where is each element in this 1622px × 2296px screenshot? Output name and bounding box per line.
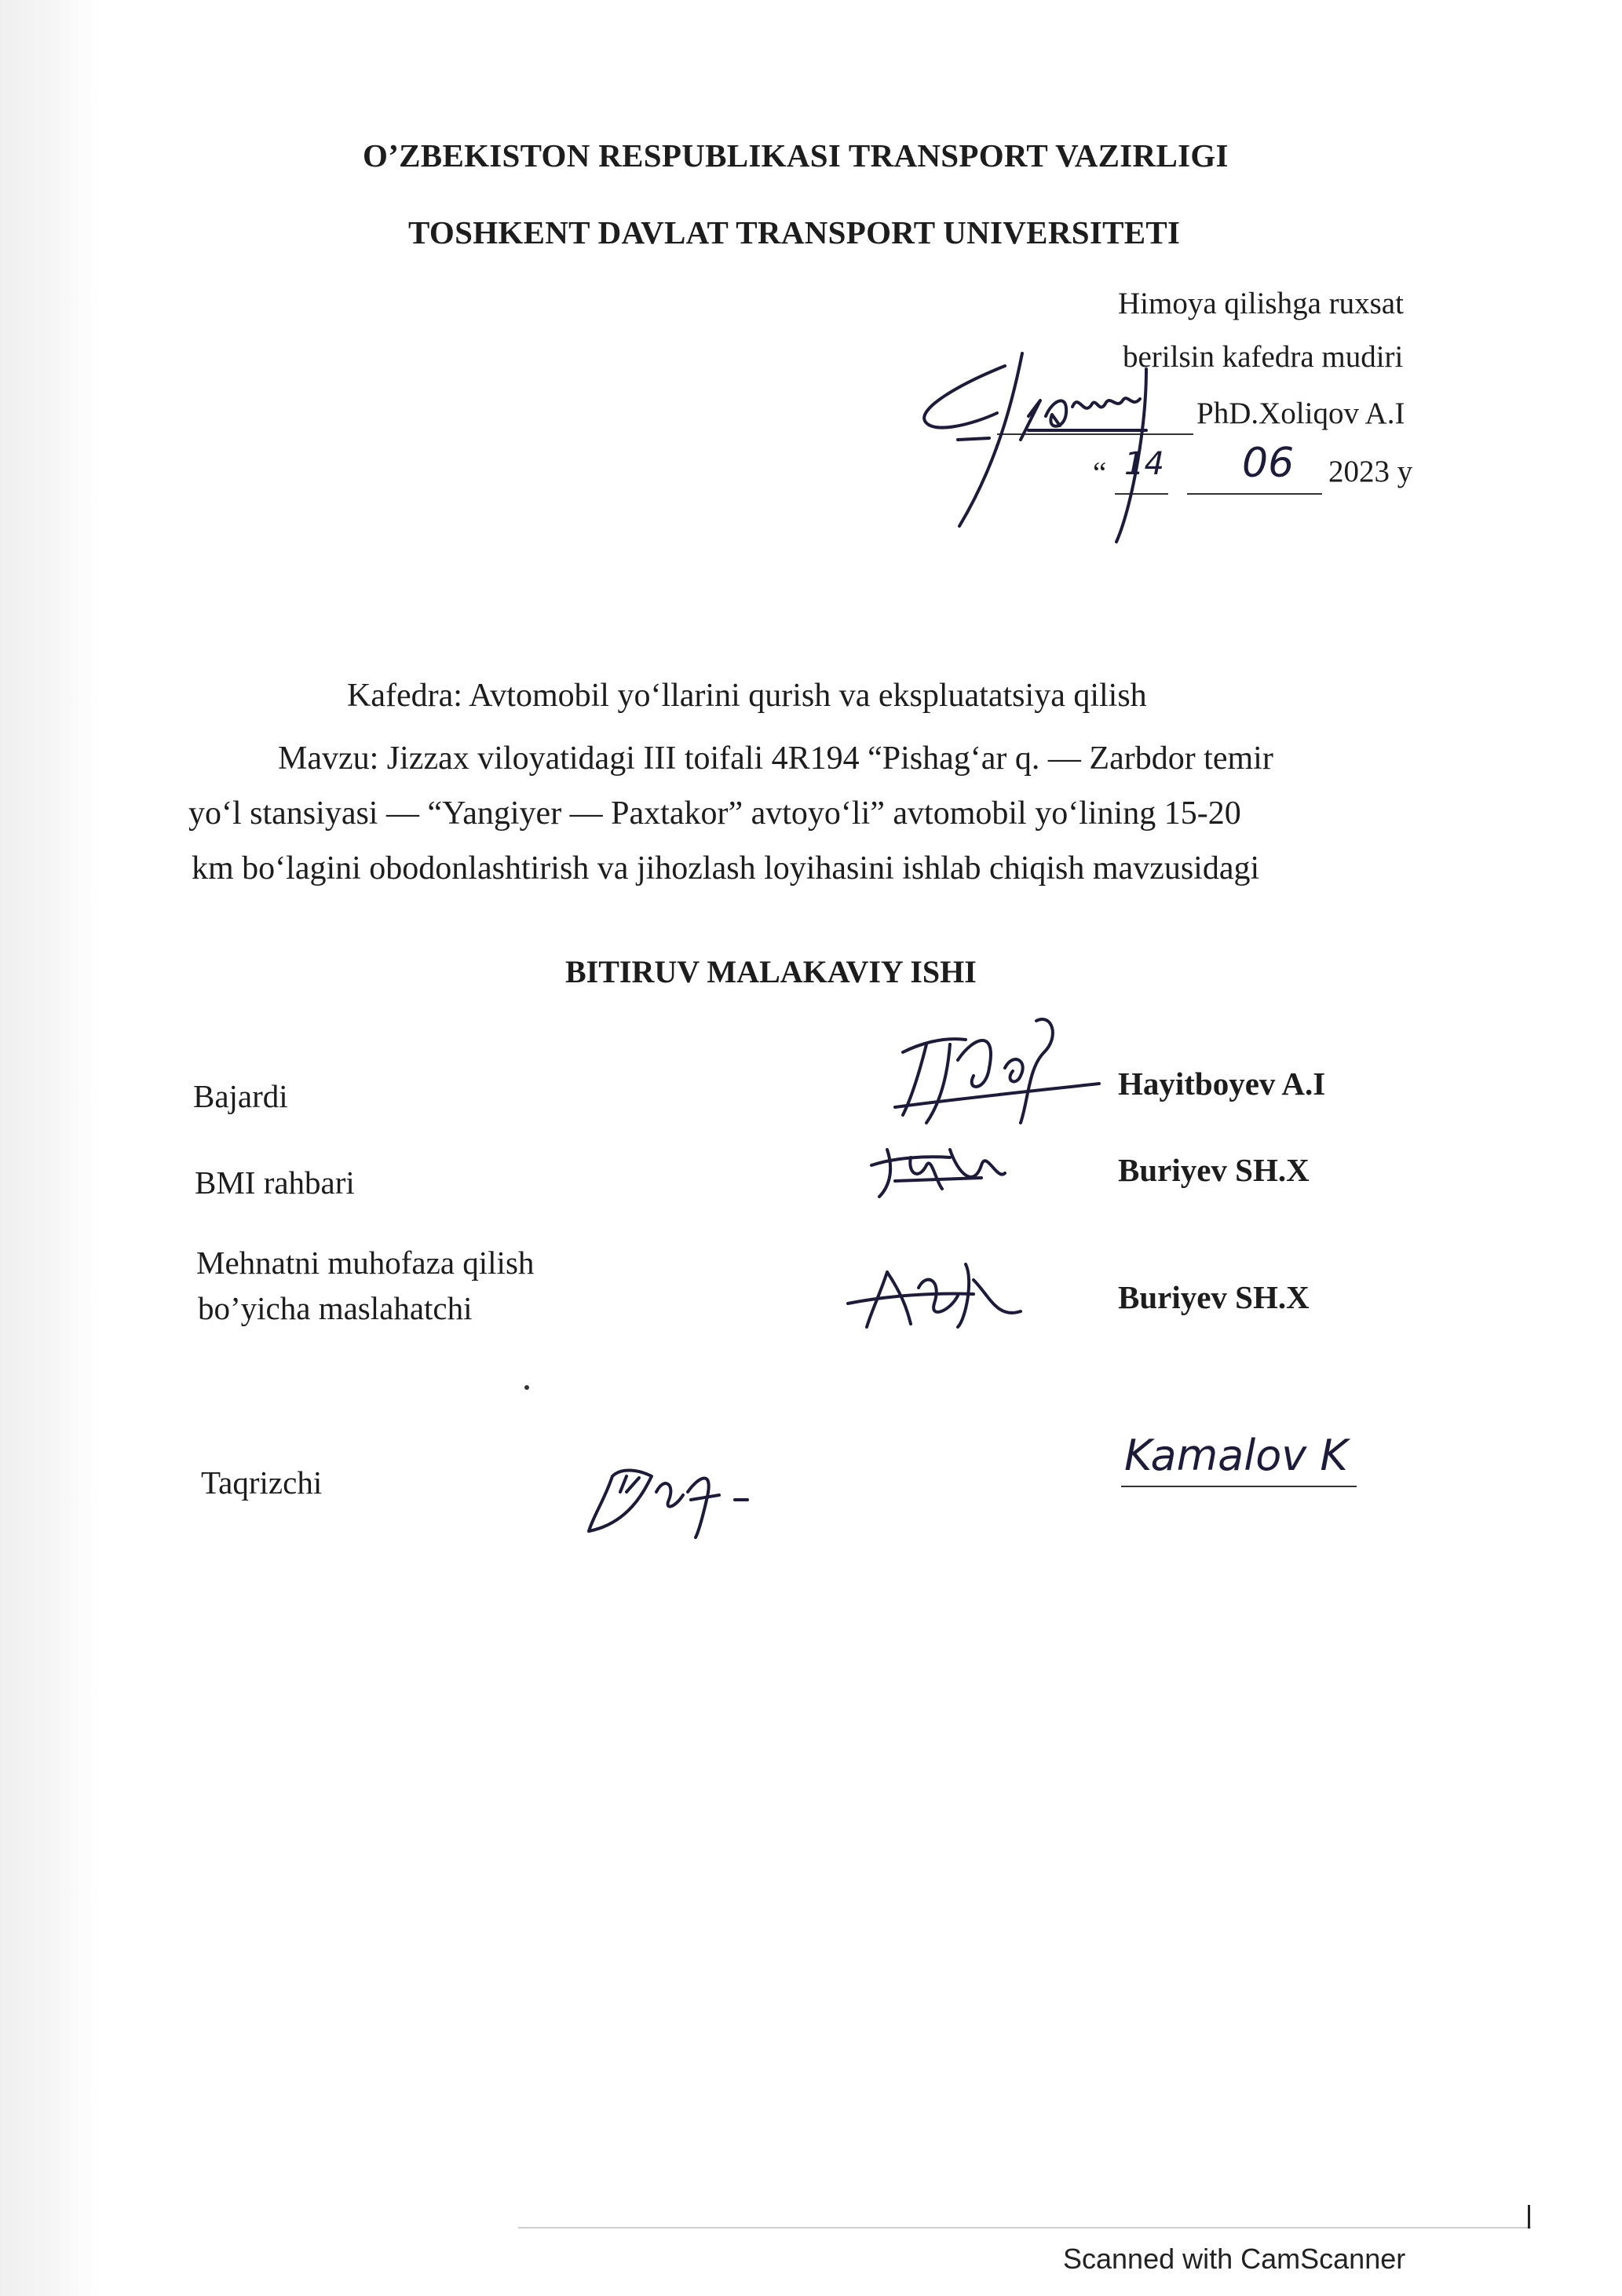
- department-line: Kafedra: Avtomobil yo‘llarini qurish va ekspluatatsiya qilish: [347, 678, 1147, 714]
- ministry-heading: O’ZBEKISTON RESPUBLIKASI TRANSPORT VAZIRLIGI: [363, 137, 1229, 174]
- reviewer-name-line: [1121, 1486, 1357, 1487]
- date-quote-open: “: [1093, 456, 1107, 490]
- role-safety-consultant-line-2: bo’yicha maslahatchi: [198, 1290, 473, 1326]
- university-heading: TOSHKENT DAVLAT TRANSPORT UNIVERSITETI: [408, 214, 1181, 250]
- supervisor-signature: [864, 1134, 1021, 1205]
- safety-consultant-name: Buriyev SH.X: [1118, 1279, 1310, 1315]
- approval-line-1: Himoya qilishga ruxsat: [1118, 287, 1404, 320]
- stray-dot: [524, 1385, 529, 1390]
- date-year: 2023 y: [1328, 455, 1413, 488]
- date-day-handwritten: 14: [1124, 446, 1164, 482]
- work-title: BITIRUV MALAKAVIY ISHI: [565, 954, 977, 989]
- topic-line-3: km bo‘lagini obodonlashtirish va jihozlash loyihasini ishlab chiqish mavzusidagi: [192, 850, 1260, 887]
- performer-name: Hayitboyev A.I: [1118, 1066, 1326, 1102]
- role-supervisor: BMI rahbari: [195, 1164, 355, 1201]
- scan-corner-mark: [1528, 2205, 1530, 2228]
- role-performed-by: Bajardi: [193, 1078, 288, 1114]
- department-head-signature: [911, 338, 1209, 550]
- safety-consultant-signature: [840, 1249, 1044, 1335]
- date-month-handwritten: 06: [1242, 440, 1295, 487]
- scan-bottom-line: [518, 2227, 1531, 2228]
- department-head-name: PhD.Xoliqov A.I: [1196, 397, 1405, 430]
- topic-line-2: yo‘l stansiyasi — “Yangiyer — Paxtakor” avtoyo‘li” avtomobil yo‘lining 15-20: [188, 795, 1241, 832]
- scan-edge-shadow: [0, 0, 100, 2296]
- reviewer-name-handwritten: Kamalov K: [1124, 1431, 1348, 1480]
- student-signature: [871, 1005, 1107, 1139]
- reviewer-signature: [581, 1445, 762, 1539]
- topic-line-1: Mavzu: Jizzax viloyatidagi III toifali 4R194 “Pishag‘ar q. — Zarbdor temir: [278, 740, 1273, 777]
- role-safety-consultant-line-1: Mehnatni muhofaza qilish: [196, 1245, 535, 1281]
- role-reviewer: Taqrizchi: [201, 1464, 323, 1501]
- approval-line-2: berilsin kafedra mudiri: [1123, 340, 1404, 374]
- supervisor-name: Buriyev SH.X: [1118, 1152, 1310, 1188]
- scanner-footer: Scanned with CamScanner: [1063, 2243, 1406, 2275]
